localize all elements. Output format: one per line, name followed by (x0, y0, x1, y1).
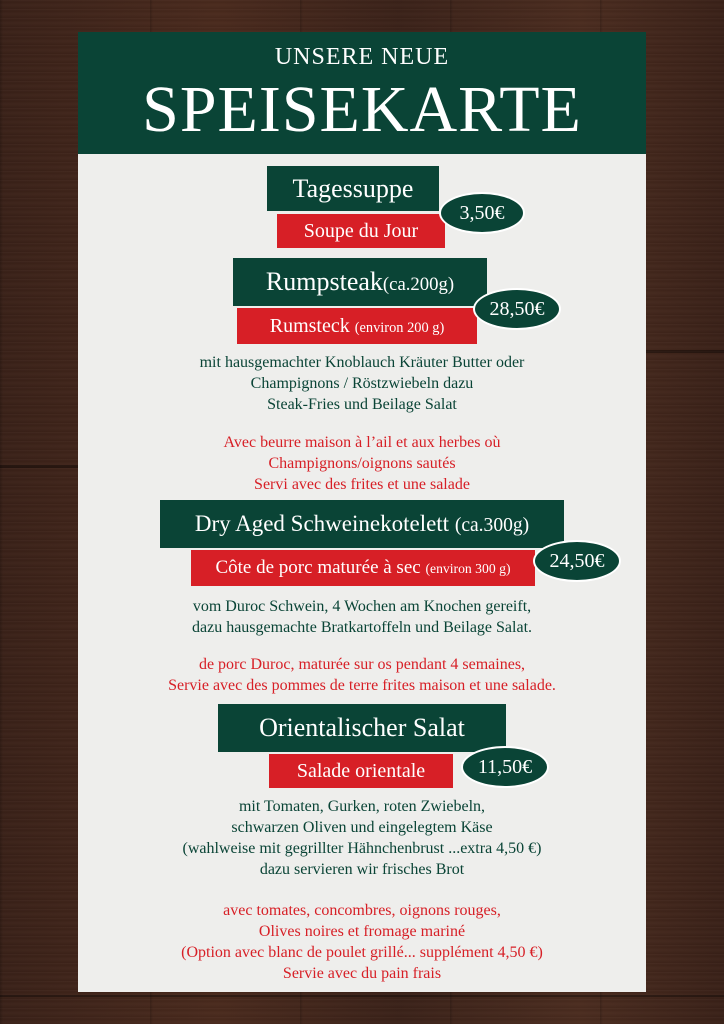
dish-description-fr (78, 900, 646, 984)
dish-name-fr-salade-orientale (269, 754, 453, 788)
description-line: dazu hausgemachte Bratkartoffeln und Beilage Salat. (191, 619, 533, 636)
dish-description-fr (78, 432, 646, 495)
description-line: schwarzen Oliven und eingelegtem Käse (231, 819, 493, 836)
price-value: 28,50€ (489, 298, 545, 320)
dish-name-fr: Salade orientale (296, 760, 426, 782)
dish-weight: (ca.200g) (382, 274, 455, 295)
dish-name-fr: Soupe du Jour (303, 220, 419, 242)
dish-description-fr (78, 654, 646, 696)
dish-name-fr: Rumsteck (269, 315, 350, 337)
description-line: Olives noires et fromage mariné (258, 923, 466, 940)
wood-plank-seam (0, 465, 78, 468)
dish-name: Rumpsteak (265, 267, 383, 296)
description-line: avec tomates, concombres, oignons rouges, (223, 902, 501, 919)
dish-name: Tagessuppe (292, 174, 414, 203)
description-line: Servie avec des pommes de terre frites maison et une salade. (168, 677, 556, 694)
description-line: Champignons / Röstzwiebeln dazu (250, 375, 474, 392)
description-line: Avec beurre maison à l’ail et aux herbes où (223, 434, 501, 451)
dish-description-de (78, 796, 646, 880)
description-line: dazu servieren wir frisches Brot (259, 861, 465, 878)
wood-plank-seam (0, 995, 724, 997)
price-badge (533, 540, 621, 582)
description-line: vom Duroc Schwein, 4 Wochen am Knochen gereift, (192, 598, 532, 615)
description-line: mit Tomaten, Gurken, roten Zwiebeln, (238, 798, 486, 815)
menu-subtitle: UNSERE NEUE (274, 44, 450, 70)
dish-name: Dry Aged Schweinekotelett (194, 511, 450, 536)
description-line: Steak-Fries und Beilage Salat (267, 396, 457, 413)
price-badge (439, 192, 525, 234)
dish-description-de (78, 596, 646, 638)
description-line: Servie avec du pain frais (282, 965, 442, 982)
dish-name-schweinekotelett (160, 500, 564, 548)
dish-name-fr: Côte de porc maturée à sec (215, 557, 421, 578)
dish-name-tagessuppe (267, 166, 439, 211)
dish-weight-fr: (environ 300 g) (425, 561, 511, 576)
price-value: 11,50€ (477, 756, 533, 778)
price-badge (461, 746, 549, 788)
price-value: 24,50€ (549, 550, 605, 572)
menu-header (78, 32, 646, 154)
dish-weight-fr: (environ 200 g) (354, 320, 445, 336)
price-value: 3,50€ (459, 202, 505, 224)
dish-name-orientalischer-salat (218, 704, 506, 752)
description-line: Servi avec des frites et une salade (254, 476, 470, 493)
description-line: Champignons/oignons sautés (268, 455, 456, 472)
dish-name: Orientalischer Salat (259, 713, 465, 742)
dish-name-fr-soupe (277, 214, 445, 248)
menu-card (78, 32, 646, 992)
dish-name-fr-rumsteck (237, 308, 477, 344)
dish-name-fr-cote-de-porc (191, 550, 535, 586)
description-line: de porc Duroc, maturée sur os pendant 4 semaines, (198, 656, 526, 673)
description-line: (Option avec blanc de poulet grillé... supplément 4,50 €) (181, 944, 543, 961)
description-line: (wahlweise mit gegrillter Hähnchenbrust ...extra 4,50 €) (182, 840, 542, 857)
menu-title: SPEISEKARTE (142, 73, 582, 146)
dish-description-de (78, 352, 646, 415)
wood-plank-seam (646, 350, 724, 353)
dish-name-rumpsteak (233, 258, 487, 306)
description-line: mit hausgemachter Knoblauch Kräuter Butter oder (199, 354, 525, 371)
price-badge (473, 288, 561, 330)
dish-weight: (ca.300g) (454, 515, 530, 536)
